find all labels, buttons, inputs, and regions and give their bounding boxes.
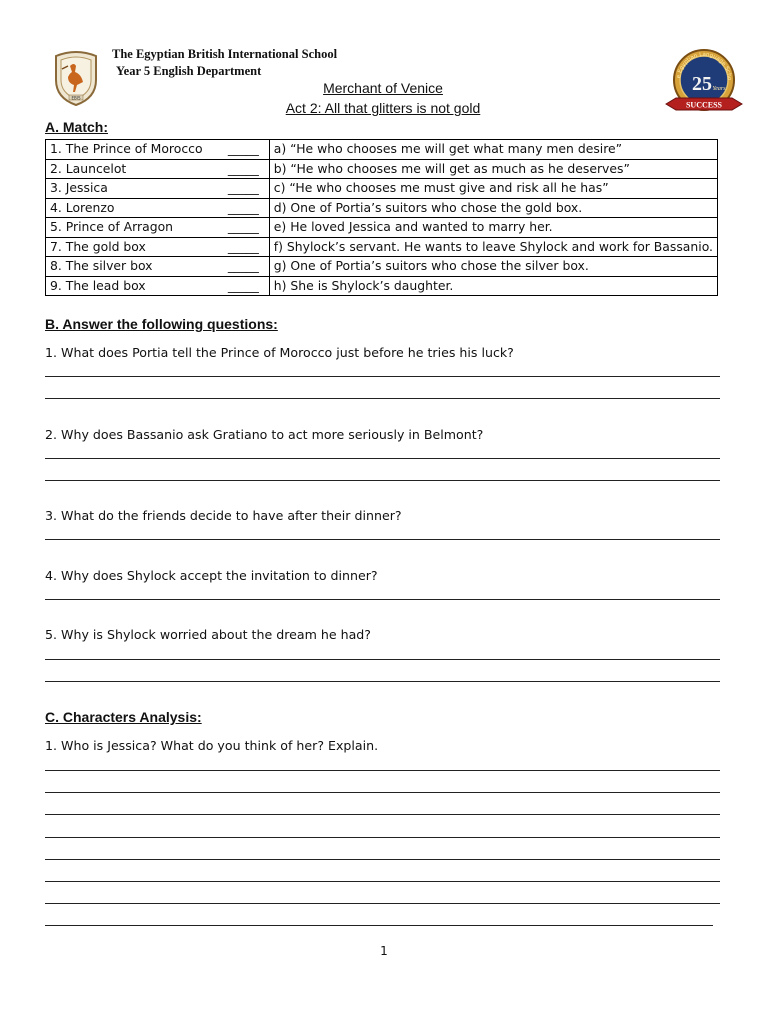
section-b-heading: B. Answer the following questions: — [45, 316, 278, 332]
match-row — [46, 198, 718, 218]
page-number: 1 — [380, 944, 388, 958]
match-option-cell: b) “He who chooses me will get as much as he deserves” — [269, 159, 717, 179]
section-a-heading: A. Match: — [45, 119, 108, 135]
answer-line[interactable] — [45, 814, 720, 815]
match-item-cell — [46, 218, 270, 238]
match-item-cell — [46, 257, 270, 277]
document-title-block — [200, 78, 566, 118]
match-answer-blank[interactable]: _____ — [227, 180, 259, 195]
question-b4: 4. Why does Shylock accept the invitation to dinner? — [45, 568, 378, 583]
match-answer-blank[interactable]: _____ — [227, 141, 259, 156]
match-answer-blank[interactable]: _____ — [227, 277, 259, 293]
answer-line[interactable] — [45, 925, 713, 926]
match-answer-blank[interactable]: _____ — [227, 219, 259, 234]
answer-line[interactable] — [45, 770, 720, 771]
badge-banner-text: SUCCESS — [685, 100, 723, 110]
match-row — [46, 179, 718, 199]
document-title: Merchant of Venice — [323, 80, 443, 96]
question-b1: 1. What does Portia tell the Prince of Morocco just before he tries his luck? — [45, 345, 514, 360]
match-answer-blank[interactable]: _____ — [227, 238, 259, 254]
question-b2: 2. Why does Bassanio ask Gratiano to act more seriously in Belmont? — [45, 427, 484, 442]
answer-line[interactable] — [45, 376, 720, 377]
section-c-heading: C. Characters Analysis: — [45, 709, 202, 725]
answer-line[interactable] — [45, 681, 720, 682]
answer-line[interactable] — [45, 859, 720, 860]
match-row — [46, 237, 718, 257]
matching-table — [45, 139, 718, 296]
school-header — [112, 46, 337, 80]
match-item-label: 2. Launcelot — [50, 160, 127, 176]
answer-line[interactable] — [45, 903, 720, 904]
answer-line[interactable] — [45, 659, 720, 660]
question-b3: 3. What do the friends decide to have after their dinner? — [45, 508, 402, 523]
match-answer-blank[interactable]: _____ — [227, 258, 259, 273]
badge-years: Years — [712, 86, 726, 92]
match-row — [46, 218, 718, 238]
match-option-cell: a) “He who chooses me will get what many men desire” — [269, 140, 717, 160]
answer-line[interactable] — [45, 792, 720, 793]
match-answer-blank[interactable]: _____ — [227, 199, 259, 215]
match-item-label: 9. The lead box — [50, 277, 146, 293]
match-item-label: 5. Prince of Arragon — [50, 219, 173, 235]
match-row — [46, 140, 718, 160]
match-option-cell: f) Shylock’s servant. He wants to leave Shylock and work for Bassanio. — [269, 237, 717, 257]
document-subtitle: Act 2: All that glitters is not gold — [285, 100, 481, 116]
match-row — [46, 276, 718, 296]
match-item-cell — [46, 198, 270, 218]
school-crest-logo — [52, 50, 100, 106]
match-item-label: 4. Lorenzo — [50, 199, 115, 215]
department-name: Year 5 English Department — [116, 64, 262, 78]
answer-line[interactable] — [45, 599, 720, 600]
match-option-cell: c) “He who chooses me must give and risk all he has” — [269, 179, 717, 199]
answer-line[interactable] — [45, 837, 720, 838]
answer-line[interactable] — [45, 480, 720, 481]
match-option-cell: e) He loved Jessica and wanted to marry her. — [269, 218, 717, 238]
match-row — [46, 159, 718, 179]
match-option-cell: g) One of Portia’s suitors who chose the silver box. — [269, 257, 717, 277]
answer-line[interactable] — [45, 398, 720, 399]
answer-line[interactable] — [45, 458, 720, 459]
match-item-cell — [46, 159, 270, 179]
match-item-cell — [46, 140, 270, 160]
match-item-label: 7. The gold box — [50, 238, 146, 254]
crest-label: EBIS — [71, 95, 81, 101]
match-option-cell: h) She is Shylock’s daughter. — [269, 276, 717, 296]
question-b5: 5. Why is Shylock worried about the dream he had? — [45, 627, 371, 642]
anniversary-badge-logo — [662, 46, 746, 122]
answer-line[interactable] — [45, 881, 720, 882]
question-c1: 1. Who is Jessica? What do you think of her? Explain. — [45, 738, 379, 753]
match-item-cell — [46, 237, 270, 257]
answer-line[interactable] — [45, 539, 720, 540]
match-item-cell — [46, 276, 270, 296]
match-item-label: 1. The Prince of Morocco — [50, 141, 203, 157]
badge-number: 25 — [692, 73, 712, 95]
match-option-cell: d) One of Portia’s suitors who chose the gold box. — [269, 198, 717, 218]
match-item-label: 8. The silver box — [50, 258, 153, 274]
match-row — [46, 257, 718, 277]
match-item-cell — [46, 179, 270, 199]
school-name: The Egyptian British International School — [112, 47, 338, 61]
match-item-label: 3. Jessica — [50, 180, 108, 196]
badge-arc-text: e Egyptian Language Scho — [676, 51, 733, 81]
match-answer-blank[interactable]: _____ — [227, 160, 259, 176]
